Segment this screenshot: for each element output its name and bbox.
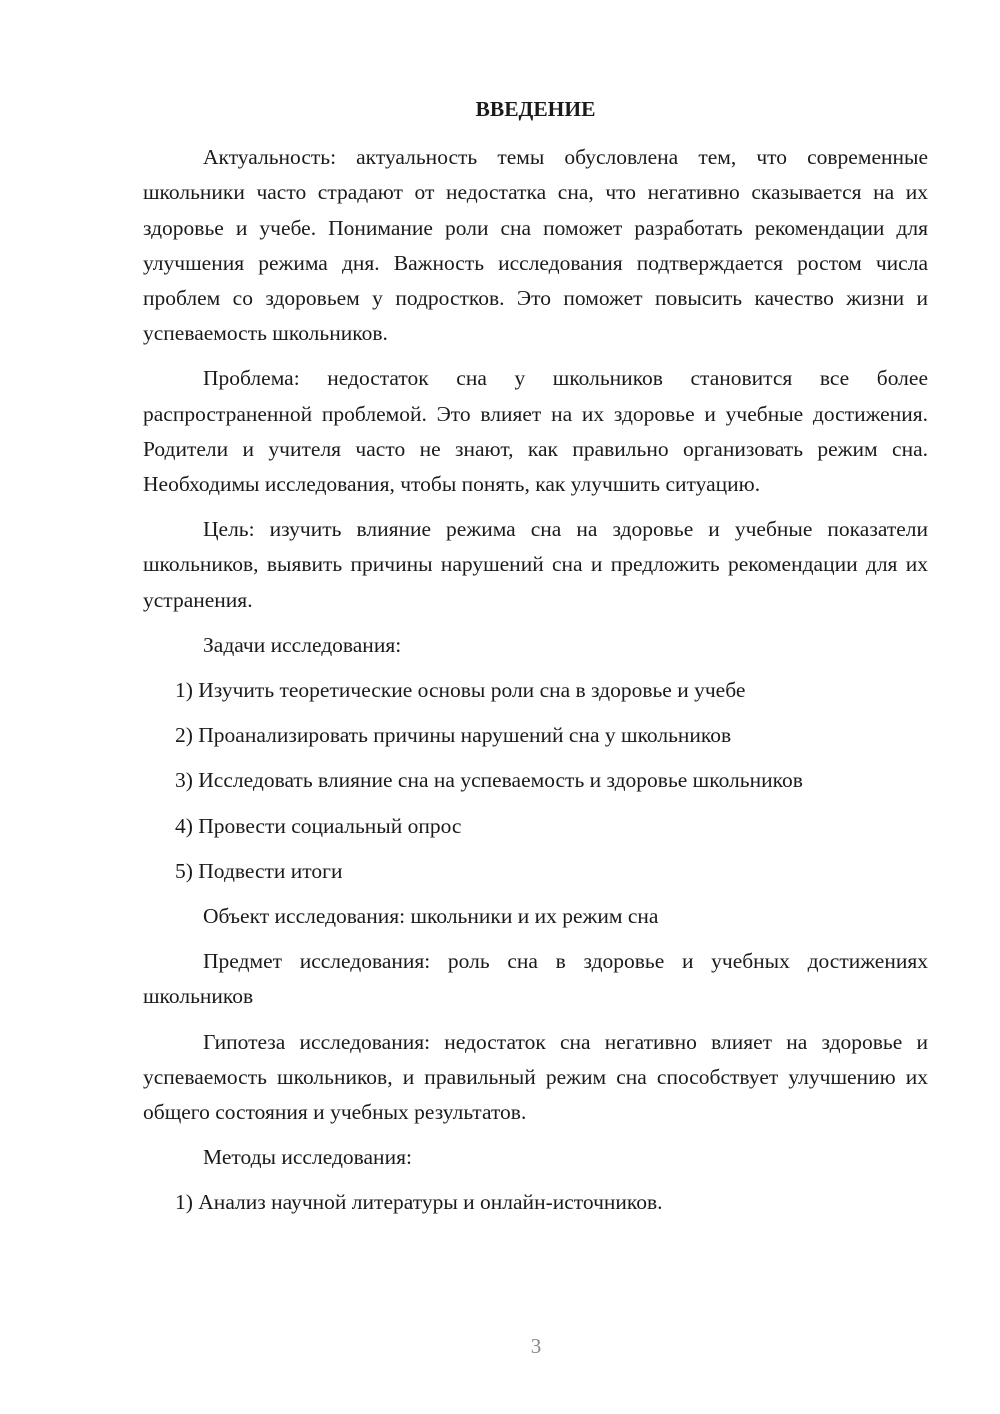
methods-heading: Методы исследования: [203, 1145, 412, 1170]
page-number: 3 [530, 1334, 542, 1358]
paragraph-problem: Проблема: недостаток сна у школьников становится все более распространенной проблемой. Это влияет на их здоровье и учебные достижения. Родители и учителя часто не знают, как правильно организовать режим сна. Необходимы исследования, чтобы понять, как улучшить ситуацию. [143, 366, 928, 497]
paragraph-relevance: Актуальность: актуальность темы обусловлена тем, что современные школьники часто страдают от недостатка сна, что негативно сказывается на их здоровье и учебе. Понимание роли сна поможет разработать рекомендации для улучшения режима дня. Важность исследования подтверждается ростом числа проблем со здоровьем у подростков. Это поможет повысить качество жизни и успеваемость школьников. [143, 145, 928, 346]
task-item: 1) Изучить теоретические основы роли сна в здоровье и учебе [175, 678, 746, 703]
task-item: 3) Исследовать влияние сна на успеваемость и здоровье школьников [175, 768, 803, 793]
paragraph-subject: Предмет исследования: роль сна в здоровье и учебных достижениях школьников [143, 949, 928, 1009]
paragraph-goal: Цель: изучить влияние режима сна на здоровье и учебные показатели школьников, выявить причины нарушений сна и предложить рекомендации для их устранения. [143, 517, 928, 612]
task-item: 2) Проанализировать причины нарушений сна у школьников [175, 723, 732, 748]
method-item: 1) Анализ научной литературы и онлайн-источников. [175, 1190, 663, 1215]
section-title: ВВЕДЕНИЕ [475, 97, 596, 121]
document-page [143, 92, 928, 1231]
tasks-heading: Задачи исследования: [203, 632, 402, 657]
paragraph-object: Объект исследования: школьники и их режим сна [203, 904, 659, 929]
paragraph-hypothesis: Гипотеза исследования: недостаток сна негативно влияет на здоровье и успеваемость школьников, и правильный режим сна способствует улучшению их общего состояния и учебных результатов. [143, 1029, 928, 1125]
task-item: 5) Подвести итоги [175, 858, 343, 883]
task-item: 4) Провести социальный опрос [175, 813, 462, 838]
